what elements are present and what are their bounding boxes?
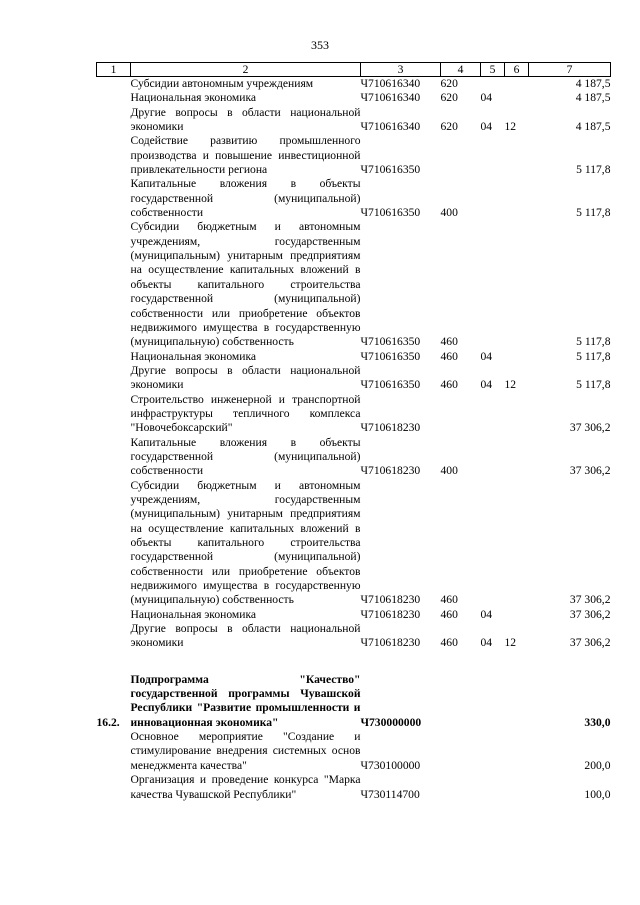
spacer-cell <box>361 651 441 673</box>
col-header-5: 5 <box>481 63 505 77</box>
table-row <box>97 622 611 651</box>
row-amount: 100,0 <box>584 787 611 801</box>
row-number <box>97 220 131 349</box>
row-section <box>481 177 505 220</box>
row-number <box>97 106 131 135</box>
row-number <box>97 622 131 651</box>
row-amount: 5 117,8 <box>576 335 611 349</box>
row-amount: 200,0 <box>584 758 611 772</box>
row-subsection <box>505 773 529 802</box>
row-section <box>481 393 505 436</box>
row-code: Ч710616350 <box>360 378 421 392</box>
row-code: Ч710616350 <box>360 206 421 220</box>
row-expense-type: 620 <box>440 91 458 105</box>
row-subsection: 12 <box>504 120 517 134</box>
row-name: Национальная экономика <box>130 607 257 621</box>
row-number <box>97 350 131 364</box>
row-section <box>481 773 505 802</box>
table-row <box>97 134 611 177</box>
spacer-cell <box>529 651 611 673</box>
table-row <box>97 773 611 802</box>
table-row <box>97 77 611 92</box>
row-expense-type: 460 <box>440 335 458 349</box>
row-expense-type: 460 <box>440 607 458 621</box>
table-row <box>97 479 611 608</box>
table-row <box>97 608 611 622</box>
table-row <box>97 673 611 730</box>
table-row <box>97 364 611 393</box>
row-name: Национальная экономика <box>130 91 257 105</box>
row-section <box>481 730 505 773</box>
table-row <box>97 436 611 479</box>
row-name: Другие вопросы в области национальной экономики <box>130 363 361 392</box>
row-subsection <box>505 608 529 622</box>
row-subsection <box>505 350 529 364</box>
col-header-1: 1 <box>97 63 131 77</box>
row-name: Подпрограмма "Качество" государственной программы Чувашской Республики "Развитие промышленности и инновационная экономика" <box>130 672 361 729</box>
table-row <box>97 91 611 105</box>
row-name: Другие вопросы в области национальной экономики <box>130 622 361 650</box>
row-code: Ч730000000 <box>360 715 422 729</box>
row-subsection <box>505 393 529 436</box>
row-expense-type: 400 <box>440 464 458 478</box>
row-number <box>97 134 131 177</box>
spacer-cell <box>481 651 505 673</box>
row-amount: 37 306,2 <box>569 593 611 607</box>
row-amount: 4 187,5 <box>575 120 611 134</box>
row-expense-type: 460 <box>440 378 458 392</box>
row-section: 04 <box>480 349 493 363</box>
row-expense-type: 400 <box>440 206 458 220</box>
row-section: 04 <box>480 91 493 105</box>
row-number <box>97 77 131 92</box>
row-subsection <box>505 134 529 177</box>
spacer-row <box>97 651 611 673</box>
page-number: 353 <box>311 38 329 52</box>
row-section <box>481 77 505 92</box>
row-number: 16.2. <box>96 715 120 729</box>
row-subsection <box>505 673 529 730</box>
row-code: Ч710616350 <box>360 349 421 363</box>
table-header <box>97 63 611 77</box>
row-expense-type: 460 <box>440 593 458 607</box>
row-number <box>97 393 131 436</box>
row-code: Ч710616340 <box>360 91 421 105</box>
row-amount: 5 117,8 <box>576 378 611 392</box>
row-subsection <box>505 177 529 220</box>
row-code: Ч710618230 <box>360 464 421 478</box>
row-subsection <box>505 220 529 349</box>
row-code: Ч710616350 <box>360 335 421 349</box>
row-subsection <box>505 91 529 105</box>
row-subsection <box>505 77 529 92</box>
spacer-cell <box>441 651 481 673</box>
row-section: 04 <box>480 378 493 392</box>
row-subsection <box>505 436 529 479</box>
table-row <box>97 177 611 220</box>
row-amount: 4 187,5 <box>575 91 611 105</box>
row-section <box>481 220 505 349</box>
row-number <box>97 436 131 479</box>
header-row <box>97 63 611 77</box>
row-amount: 37 306,2 <box>569 607 611 621</box>
row-number <box>97 773 131 802</box>
row-expense-type: 620 <box>440 77 458 90</box>
row-code: Ч710618230 <box>360 593 421 607</box>
row-code: Ч710618230 <box>360 421 421 435</box>
spacer-cell <box>131 651 361 673</box>
row-section <box>481 673 505 730</box>
row-expense-type: 460 <box>440 636 458 650</box>
row-code: Ч710618230 <box>360 636 421 650</box>
spacer-cell <box>505 651 529 673</box>
row-name: Субсидии бюджетным и автономным учреждениям, государственным (муниципальным) унитарным предприятиям на осуществление капитальных вложений в объекты капитального строительства государственной (муниципальной) собственности или приобретение объектов недвижимого имущества в государственную (муниципальную) собственность <box>130 220 361 349</box>
row-amount: 5 117,8 <box>576 163 611 177</box>
row-name: Субсидии автономным учреждениям <box>130 77 314 90</box>
row-amount: 5 117,8 <box>576 349 611 363</box>
row-expense-type <box>441 134 481 177</box>
row-expense-type <box>441 673 481 730</box>
row-number <box>97 364 131 393</box>
col-header-6: 6 <box>505 63 529 77</box>
row-name: Основное мероприятие "Создание и стимулирование внедрения системных основ менеджмента качества" <box>130 730 361 772</box>
row-code: Ч710616340 <box>360 120 421 134</box>
table-row <box>97 106 611 135</box>
table-row <box>97 393 611 436</box>
row-number <box>97 608 131 622</box>
spacer-cell <box>97 651 131 673</box>
row-section: 04 <box>480 120 493 134</box>
row-expense-type: 460 <box>440 349 458 363</box>
table-row <box>97 220 611 349</box>
row-amount: 37 306,2 <box>569 464 611 478</box>
col-header-7: 7 <box>529 63 611 77</box>
row-code: Ч710618230 <box>360 607 421 621</box>
row-amount: 37 306,2 <box>569 421 611 435</box>
col-header-4: 4 <box>441 63 481 77</box>
row-expense-type: 620 <box>440 120 458 134</box>
row-subsection <box>505 730 529 773</box>
row-name: Субсидии бюджетным и автономным учреждениям, государственным (муниципальным) унитарным предприятиям на осуществление капитальных вложений в объекты капитального строительства государственной (муниципальной) собственности или приобретение объектов недвижимого имущества в государственную (муниципальную) собственность <box>130 478 361 607</box>
table-body <box>97 77 611 802</box>
col-header-3: 3 <box>361 63 441 77</box>
row-subsection: 12 <box>504 636 517 650</box>
row-section <box>481 134 505 177</box>
row-amount: 5 117,8 <box>576 206 611 220</box>
row-amount: 4 187,5 <box>575 77 611 90</box>
row-expense-type <box>441 773 481 802</box>
table-row <box>97 350 611 364</box>
row-name: Капитальные вложения в объекты государственной (муниципальной) собственности <box>130 177 361 220</box>
row-code: Ч710616350 <box>360 163 421 177</box>
row-code: Ч730114700 <box>360 787 420 801</box>
row-name: Национальная экономика <box>130 349 257 363</box>
row-section <box>481 479 505 608</box>
row-section <box>481 436 505 479</box>
row-name: Другие вопросы в области национальной экономики <box>130 105 361 134</box>
row-code: Ч730100000 <box>360 758 421 772</box>
col-header-2: 2 <box>131 63 361 77</box>
row-number <box>97 730 131 773</box>
row-number <box>97 91 131 105</box>
row-number <box>97 479 131 608</box>
row-section: 04 <box>480 607 493 621</box>
row-name: Капитальные вложения в объекты государственной (муниципальной) собственности <box>130 435 361 478</box>
row-amount: 330,0 <box>584 715 611 729</box>
row-name: Строительство инженерной и транспортной инфраструктуры тепличного комплекса "Новочебоксарский" <box>130 392 361 435</box>
row-subsection: 12 <box>504 378 517 392</box>
row-number <box>97 177 131 220</box>
table-row <box>97 730 611 773</box>
row-section: 04 <box>480 636 493 650</box>
row-subsection <box>505 479 529 608</box>
row-expense-type <box>441 393 481 436</box>
row-name: Организация и проведение конкурса "Марка качества Чувашской Республики" <box>130 773 361 801</box>
row-name: Содействие развитию промышленного производства и повышение инвестиционной привлекательности региона <box>130 134 361 177</box>
row-code: Ч710616340 <box>360 77 421 90</box>
row-expense-type <box>441 730 481 773</box>
row-amount: 37 306,2 <box>569 636 611 650</box>
budget-table <box>96 62 611 802</box>
